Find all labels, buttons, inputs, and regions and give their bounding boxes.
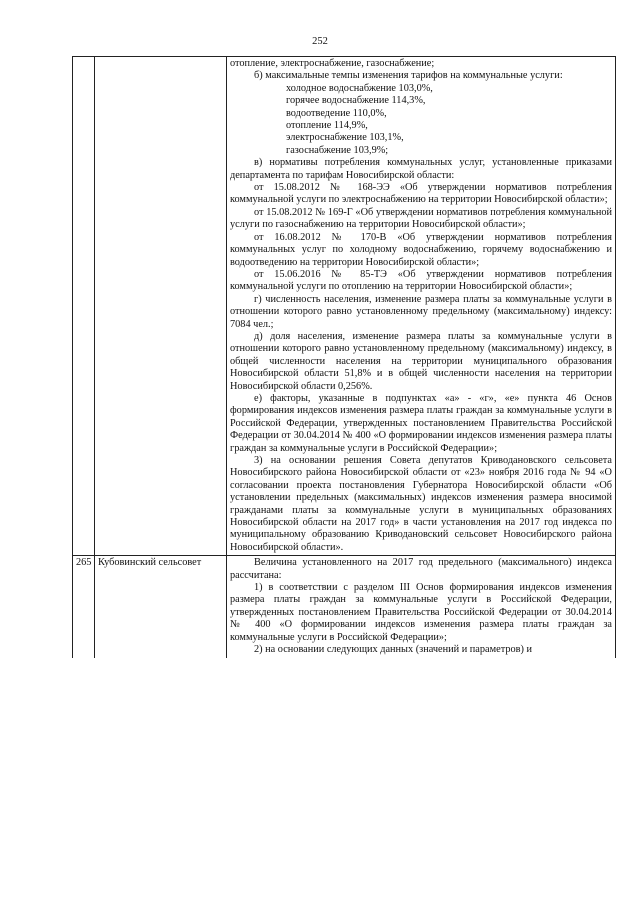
tariff-table: [72, 56, 616, 658]
paragraph: д) доля населения, изменение размера платы за коммунальные услуги в отношении которого равно установленному предельному (максимальному) индексу, в общей численности населения на территории муниципального образования Новосибирской области 51,8% и в общей численности населения на территории Новосибирской области 0,256%.: [230, 330, 612, 392]
content-cell: [227, 556, 616, 658]
paragraph: отопление, электроснабжение, газоснабжение;: [230, 58, 435, 69]
paragraph: е) факторы, указанные в подпунктах «а» - «г», «е» пункта 46 Основ формирования индексов изменения размера платы граждан за коммунальные услуги в Российской Федерации, утвержденных постановлением Правительства Российской Федерации от 30.04.2014 № 400 «О формировании индексов изменения размера платы граждан за коммунальные услуги в Российской Федерации»;: [230, 392, 612, 454]
tariff-line: электроснабжение 103,1%,: [286, 132, 404, 144]
paragraph: 3) на основании решения Совета депутатов Криводановского сельсовета Новосибирского района Новосибирской области от «23» ноября 2016 года № 94 «О согласовании проекта постановления Губернатора Новосибирской области «Об установлении предельных (максимальных) индексов изменения размера вносимой гражданами платы за коммунальные услуги в муниципальных образованиях Новосибирской области на 2017 год» в части установления на 2017 год индекса по муниципальному образованию Криводановский сельсовет Новосибирского района Новосибирской области».: [230, 455, 612, 553]
paragraph: от 15.08.2012 № 169-Г «Об утверждении нормативов потребления коммунальной услуги по газоснабжению на территории Новосибирской области»;: [230, 206, 612, 231]
paragraph: г) численность населения, изменение размера платы за коммунальные услуги в отношении которого равно установленному предельному (максимальному) индексу: 7084 чел.;: [230, 293, 612, 330]
paragraph: 2) на основании следующих данных (значений и параметров) и: [254, 644, 532, 656]
paragraph: от 16.08.2012 № 170-В «Об утверждении нормативов потребления коммунальных услуг по холодному водоснабжению, горячему водоснабжению и водоотведению на территории Новосибирской области»;: [230, 231, 612, 268]
row-number-cell: 265: [73, 556, 95, 658]
tariff-line: газоснабжение 103,9%;: [286, 144, 389, 156]
tariff-line: горячее водоснабжение 114,3%,: [286, 95, 426, 107]
paragraph: от 15.08.2012 № 168-ЭЭ «Об утверждении нормативов потребления коммунальной услуги по электроснабжению на территории Новосибирской области»;: [230, 182, 612, 206]
table-row: [73, 57, 616, 556]
paragraph: 1) в соответствии с разделом III Основ формирования индексов изменения размера платы граждан за коммунальные услуги в Российской Федерации, утвержденных постановлением Правительства Российской Федерации от 30.04.2014 № 400 «О формировании индексов изменения размера платы граждан за коммунальные услуги в Российской Федерации»;: [230, 582, 612, 643]
row-number-cell: [73, 57, 95, 556]
content-cell: [227, 57, 616, 556]
municipality-name-cell: [95, 57, 227, 556]
tariff-line: водоотведение 110,0%,: [286, 107, 387, 119]
paragraph: б) максимальные темпы изменения тарифов на коммунальные услуги:: [254, 70, 563, 82]
table-body: [73, 57, 616, 658]
paragraph: в) нормативы потребления коммунальных услуг, установленные приказами департамента по тарифам Новосибирской области:: [230, 157, 612, 181]
table-row: [73, 556, 616, 658]
tariff-line: холодное водоснабжение 103,0%,: [286, 82, 433, 94]
municipality-name-cell: Кубовинский сельсовет: [95, 556, 227, 658]
page-number: 252: [312, 36, 328, 47]
paragraph: от 15.06.2016 № 85-ТЭ «Об утверждении нормативов потребления коммунальной услуги по отоплению на территории Новосибирской области»;: [230, 268, 612, 293]
tariff-line: отопление 114,9%,: [286, 120, 368, 132]
paragraph: Величина установленного на 2017 год предельного (максимального) индекса рассчитана:: [230, 557, 612, 581]
